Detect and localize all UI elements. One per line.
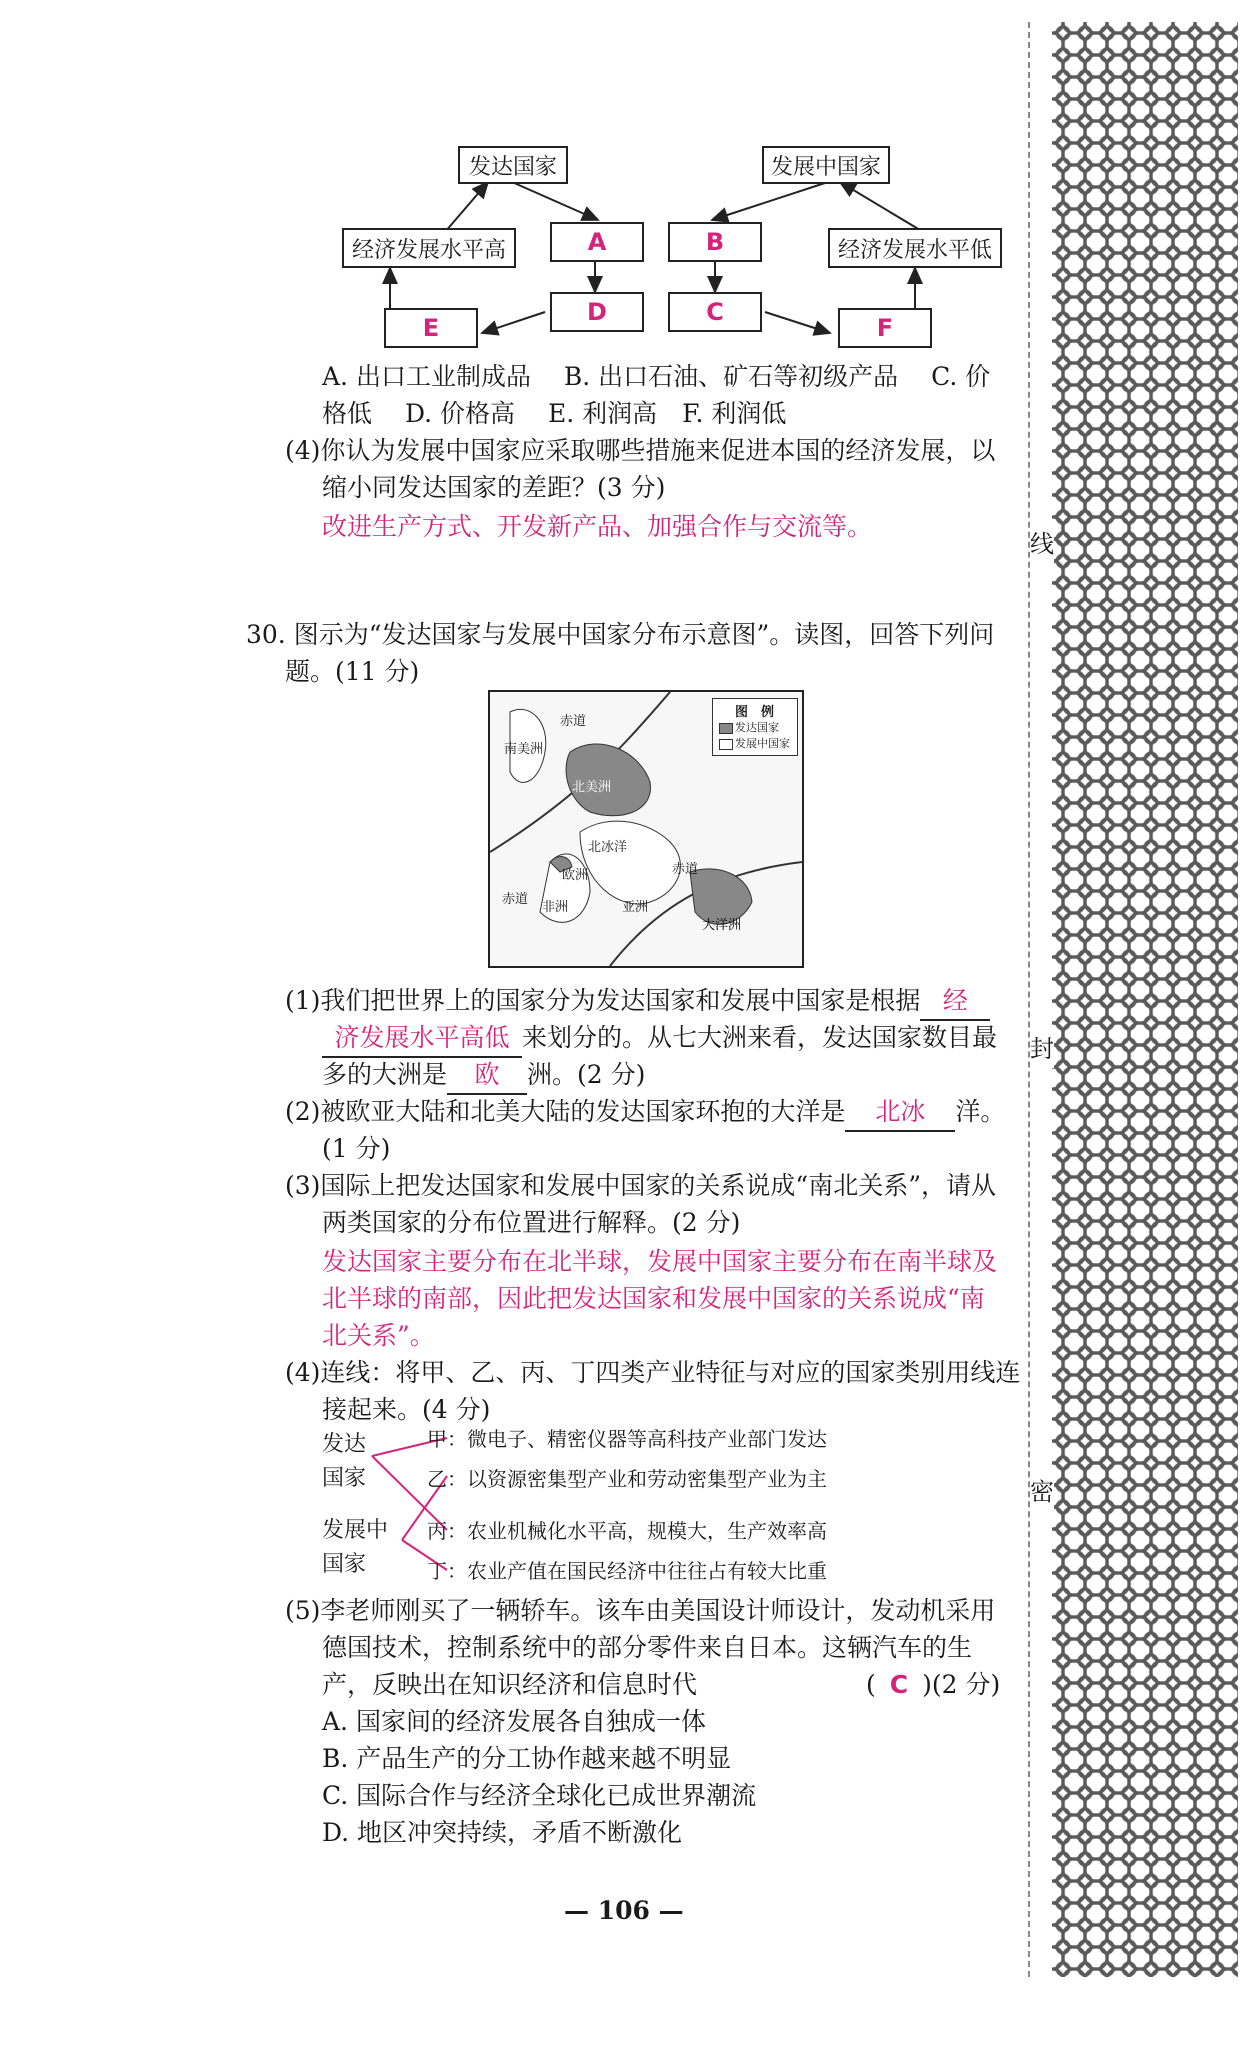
box-C: C xyxy=(668,292,762,332)
box-E: E xyxy=(384,308,478,348)
match-item-bing: 丙：农业机械化水平高，规模大，生产效率高 xyxy=(427,1519,827,1543)
match-left-1a: 发达 xyxy=(322,1432,367,1457)
box-D: D xyxy=(550,292,644,332)
match-item-yi: 乙：以资源密集型产业和劳动密集型产业为主 xyxy=(427,1467,827,1491)
legend-developed-swatch xyxy=(719,723,733,734)
match-item-jia: 甲：微电子、精密仪器等高科技产业部门发达 xyxy=(427,1427,827,1451)
legend-title: 图 例 xyxy=(735,705,775,720)
map-label-europe: 欧洲 xyxy=(562,868,589,883)
match-left-2a: 发展中 xyxy=(322,1518,389,1543)
q30-q1-line2 xyxy=(322,1019,997,1058)
binding-dashed-line xyxy=(1028,22,1030,1977)
matching-block xyxy=(322,1428,882,1583)
q30-q5-answer: C xyxy=(889,1670,909,1699)
world-map xyxy=(488,690,804,968)
q30-q2-blank: 北冰 xyxy=(845,1093,955,1132)
q30-q5-bracket-close: )(2 分) xyxy=(922,1670,1001,1699)
box-high-level: 经济发展水平高 xyxy=(342,228,516,268)
q30-q5-line3: 产，反映出在知识经济和信息时代 xyxy=(322,1670,698,1699)
page-number: — 106 — xyxy=(564,1896,684,1925)
q30-q5-answer-bracket xyxy=(866,1666,1000,1703)
q29-q4-answer: 改进生产方式、开发新产品、加强合作与交流等。 xyxy=(322,512,873,541)
q30-q5-bracket-open: ( xyxy=(866,1670,876,1699)
q29-q4-line2: 缩小同发达国家的差距？(3 分) xyxy=(322,473,666,502)
binding-mark-secret: 密 xyxy=(1030,1468,1054,1511)
q30-q5-line1: (5)李老师刚买了一辆轿车。该车由美国设计师设计，发动机采用 xyxy=(285,1596,996,1625)
margin-pattern xyxy=(1052,22,1238,1977)
map-label-equator-right: 赤道 xyxy=(672,862,699,877)
q30-q5-option-a: A. 国家间的经济发展各自独成一体 xyxy=(322,1707,706,1736)
box-developed: 发达国家 xyxy=(458,146,568,184)
map-label-africa: 非洲 xyxy=(542,900,569,915)
q30-q3-line1: (3)国际上把发达国家和发展中国家的关系说成“南北关系”，请从 xyxy=(285,1171,996,1200)
box-low-level: 经济发展水平低 xyxy=(828,228,1002,268)
q29-options-line1: A. 出口工业制成品 B. 出口石油、矿石等初级产品 C. 价 xyxy=(322,362,991,391)
q30-q3-line2: 两类国家的分布位置进行解释。(2 分) xyxy=(322,1208,741,1237)
q30-intro-line1: 30. 图示为“发达国家与发展中国家分布示意图”。读图，回答下列问 xyxy=(246,620,995,649)
match-left-1b: 国家 xyxy=(322,1466,367,1491)
q30-q5-line2: 德国技术，控制系统中的部分零件来自日本。这辆汽车的生 xyxy=(322,1633,973,1662)
q29-options-line2: 格低 D. 价格高 E. 利润高 F. 利润低 xyxy=(322,399,787,428)
q30-q4-line1: (4)连线：将甲、乙、丙、丁四类产业特征与对应的国家类别用线连 xyxy=(285,1358,1021,1387)
binding-mark-seal: 封 xyxy=(1030,1025,1054,1068)
q30-q1-blank2: 欧 xyxy=(447,1056,527,1095)
legend-developed-label: 发达国家 xyxy=(735,721,779,734)
q30-q1-text-c: 多的大洲是 xyxy=(322,1060,448,1089)
map-label-equator-top: 赤道 xyxy=(560,714,587,729)
match-left-2b: 国家 xyxy=(322,1552,367,1577)
q30-q3-answer1: 发达国家主要分布在北半球，发展中国家主要分布在南半球及 xyxy=(322,1247,998,1276)
legend-developing-label: 发展中国家 xyxy=(735,737,790,750)
q30-q5-option-d: D. 地区冲突持续，矛盾不断激化 xyxy=(322,1818,683,1847)
legend-developing-swatch xyxy=(719,739,733,750)
box-A: A xyxy=(550,222,644,262)
q30-q3-answer2: 北半球的南部，因此把发达国家和发展中国家的关系说成“南 xyxy=(322,1284,985,1313)
box-B: B xyxy=(668,222,762,262)
q30-q1-line3 xyxy=(322,1056,645,1095)
q30-q2-line2: (1 分) xyxy=(322,1134,391,1163)
map-legend xyxy=(712,698,798,756)
q30-q1-text-a: (1)我们把世界上的国家分为发达国家和发展中国家是根据 xyxy=(285,986,921,1015)
box-developing: 发展中国家 xyxy=(762,146,890,184)
q30-q3-answer3: 北关系”。 xyxy=(322,1321,435,1350)
q30-q1-blank1b: 济发展水平高低 xyxy=(322,1019,522,1058)
map-label-equator-left: 赤道 xyxy=(502,892,529,907)
map-label-north-america: 北美洲 xyxy=(572,780,612,795)
match-item-ding: 丁：农业产值在国民经济中往往占有较大比重 xyxy=(427,1559,827,1583)
q30-q2-text-b: 洋。 xyxy=(955,1097,1006,1126)
q29-q4-line1: (4)你认为发展中国家应采取哪些措施来促进本国的经济发展，以 xyxy=(285,436,996,465)
binding-mark-line: 线 xyxy=(1030,520,1054,563)
q30-intro-line2: 题。(11 分) xyxy=(285,657,420,686)
q30-q2-line1 xyxy=(285,1093,1005,1132)
q30-q1-blank1a: 经 xyxy=(920,982,990,1021)
q30-q1-text-d: 洲。(2 分) xyxy=(527,1060,646,1089)
q30-q4-line2: 接起来。(4 分) xyxy=(322,1395,491,1424)
map-label-asia: 亚洲 xyxy=(622,900,649,915)
map-label-oceania: 大洋洲 xyxy=(702,918,742,933)
box-F: F xyxy=(838,308,932,348)
flow-diagram xyxy=(340,140,990,350)
map-label-arctic: 北冰洋 xyxy=(588,840,628,855)
q30-q1-text-b: 来划分的。从七大洲来看，发达国家数目最 xyxy=(522,1023,998,1052)
q30-q1-line1 xyxy=(285,982,990,1021)
q30-q5-option-c: C. 国际合作与经济全球化已成世界潮流 xyxy=(322,1781,757,1810)
q30-q5-option-b: B. 产品生产的分工协作越来越不明显 xyxy=(322,1744,732,1773)
q30-q2-text-a: (2)被欧亚大陆和北美大陆的发达国家环抱的大洋是 xyxy=(285,1097,846,1126)
map-label-south-america: 南美洲 xyxy=(504,742,544,757)
